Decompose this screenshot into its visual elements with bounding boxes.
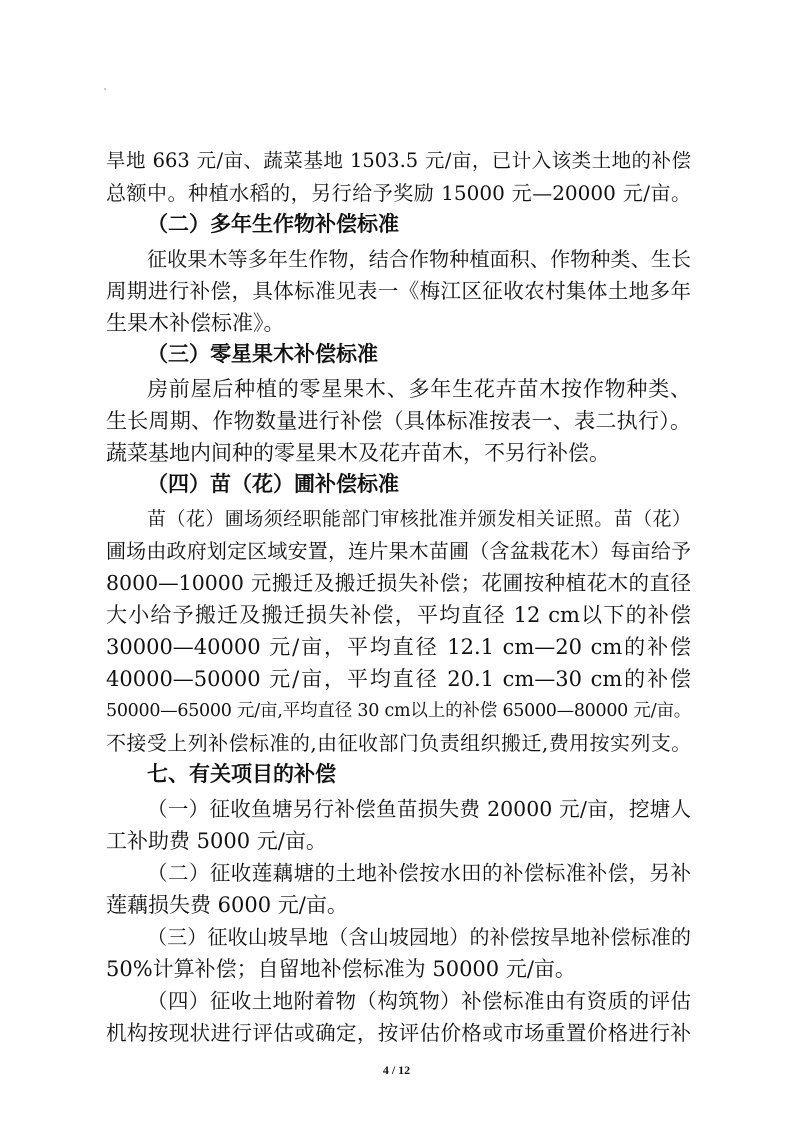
paragraph-line: 周期进行补偿，具体标准见表一《梅江区征收农村集体土地多年 [106,279,691,303]
paragraph-line: 不接受上列补偿标准的,由征收部门负责组织搬迁,费用按实列支。 [106,731,691,755]
paragraph-line: （二）征收莲藕塘的土地补偿按水田的补偿标准补偿，另补 [147,861,691,885]
section-heading-related-items: 七、有关项目的补偿 [147,762,336,786]
paragraph-line: 莲藕损失费 6000 元/亩。 [106,893,348,917]
section-heading-nursery: （四）苗（花）圃补偿标准 [147,472,399,496]
paragraph-line: 生果木补偿标准》。 [106,311,285,335]
paragraph-line: 苗（花）圃场须经职能部门审核批准并颁发相关证照。苗（花） [147,508,691,530]
paragraph-line: 50000—65000 元/亩,平均直径 30 cm以上的补偿 65000—80000 元/亩。 [106,701,691,721]
paragraph-line: （一）征收鱼塘另行补偿鱼苗损失费 20000 元/亩，挖塘人 [147,797,691,821]
paragraph-line: 50%计算补偿；自留地补偿标准为 50000 元/亩。 [106,957,576,981]
paragraph-line: 机构按现状进行评估或确定，按评估价格或市场重置价格进行补 [106,1021,691,1045]
paragraph-line: （三）征收山坡旱地（含山坡园地）的补偿按旱地补偿标准的 [147,925,691,949]
paragraph-line: 8000—10000 元搬迁及搬迁损失补偿；花圃按种植花木的直径 [106,571,691,595]
paragraph-line: 圃场由政府划定区域安置，连片果木苗圃（含盆栽花木）每亩给予 [106,539,691,563]
section-heading-scattered-fruit-trees: （三）零星果木补偿标准 [147,342,378,366]
paragraph-line: 征收果木等多年生作物，结合作物种植面积、作物种类、生长 [147,247,691,271]
paragraph-line: 房前屋后种植的零星果木、多年生花卉苗木按作物种类、 [147,377,691,401]
paragraph-line: 30000—40000 元/亩，平均直径 12.1 cm—20 cm的补偿 [106,635,691,659]
paragraph-line: 旱地 663 元/亩、蔬菜基地 1503.5 元/亩，已计入该类土地的补偿 [106,149,691,172]
page-number: 4 / 12 [382,1063,411,1077]
paragraph-line: 40000—50000 元/亩，平均直径 20.1 cm—30 cm的补偿 [106,667,691,691]
section-heading-perennial-crops: （二）多年生作物补偿标准 [147,212,399,236]
paragraph-line: 大小给予搬迁及搬迁损失补偿，平均直径 12 cm以下的补偿 [106,603,691,627]
paragraph-line: 总额中。种植水稻的，另行给予奖励 15000 元—20000 元/亩。 [106,181,691,205]
paragraph-line: 工补助费 5000 元/亩。 [106,829,327,853]
paragraph-line: 生长周期、作物数量进行补偿（具体标准按表一、表二执行）。 [106,409,691,433]
scan-speck [104,88,106,90]
paragraph-line: （四）征收土地附着物（构筑物）补偿标准由有资质的评估 [147,989,691,1013]
paragraph-line: 蔬菜基地内间种的零星果木及花卉苗木，不另行补偿。 [106,441,610,465]
